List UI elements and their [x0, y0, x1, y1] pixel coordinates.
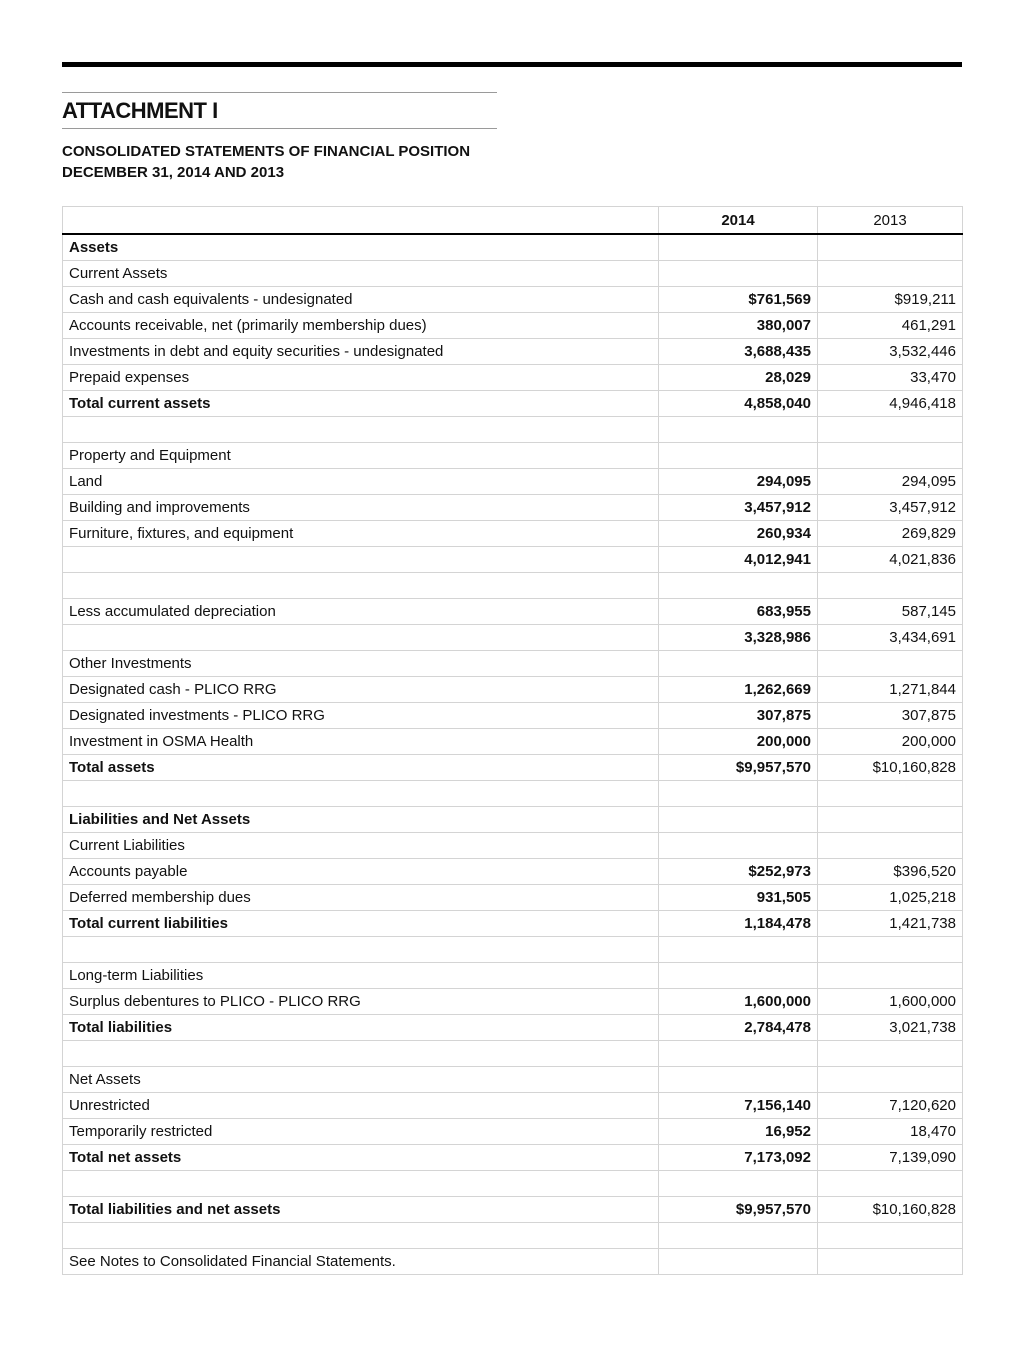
table-row	[63, 287, 963, 313]
statement-subtitle	[62, 141, 470, 183]
table-row	[63, 261, 963, 287]
value-2014	[659, 651, 818, 677]
table-row	[63, 1041, 963, 1067]
table-row	[63, 963, 963, 989]
table-row	[63, 1197, 963, 1223]
row-label: Building and improvements	[63, 495, 659, 521]
subtitle-line-2: DECEMBER 31, 2014 AND 2013	[62, 164, 285, 181]
value-2014: 1,600,000	[659, 989, 818, 1015]
table-row	[63, 1249, 963, 1275]
row-label: Prepaid expenses	[63, 365, 659, 391]
row-label: Investments in debt and equity securities - undesignated	[63, 339, 659, 365]
value-2014: 1,262,669	[659, 677, 818, 703]
row-label: Accounts receivable, net (primarily membership dues)	[63, 313, 659, 339]
value-2013: 18,470	[818, 1119, 963, 1145]
value-2014: $761,569	[659, 287, 818, 313]
table-row	[63, 391, 963, 417]
table-row	[63, 599, 963, 625]
value-2013: 1,421,738	[818, 911, 963, 937]
footnote: See Notes to Consolidated Financial Statements.	[63, 1249, 659, 1275]
table-row	[63, 885, 963, 911]
value-2014: 7,156,140	[659, 1093, 818, 1119]
value-2014	[659, 443, 818, 469]
value-2013	[818, 937, 963, 963]
value-2014	[659, 573, 818, 599]
value-2014: 16,952	[659, 1119, 818, 1145]
table-row	[63, 833, 963, 859]
value-2014	[659, 781, 818, 807]
value-2013: $10,160,828	[818, 1197, 963, 1223]
row-label: Investment in OSMA Health	[63, 729, 659, 755]
title-rule-bottom	[62, 128, 497, 129]
value-2014: 4,012,941	[659, 547, 818, 573]
row-label: Land	[63, 469, 659, 495]
value-2013: 3,434,691	[818, 625, 963, 651]
value-2013: 461,291	[818, 313, 963, 339]
value-2014: 2,784,478	[659, 1015, 818, 1041]
column-header-2013: 2013	[818, 207, 963, 235]
value-2014: 260,934	[659, 521, 818, 547]
row-label: Total liabilities	[63, 1015, 659, 1041]
financial-position-table	[62, 206, 963, 1275]
table-row	[63, 859, 963, 885]
table-row	[63, 625, 963, 651]
row-label: Current Liabilities	[63, 833, 659, 859]
table-row	[63, 417, 963, 443]
table-row	[63, 1015, 963, 1041]
value-2014	[659, 963, 818, 989]
value-2013: $919,211	[818, 287, 963, 313]
value-2013	[818, 1249, 963, 1275]
row-label: Temporarily restricted	[63, 1119, 659, 1145]
value-2013: 4,946,418	[818, 391, 963, 417]
value-2013: 1,271,844	[818, 677, 963, 703]
table-row	[63, 1171, 963, 1197]
value-2014	[659, 937, 818, 963]
table-row	[63, 911, 963, 937]
table-row	[63, 1119, 963, 1145]
value-2013	[818, 833, 963, 859]
value-2013: $396,520	[818, 859, 963, 885]
value-2014: $9,957,570	[659, 1197, 818, 1223]
title-rule-top	[62, 92, 497, 93]
column-header-2014: 2014	[659, 207, 818, 235]
row-label: Cash and cash equivalents - undesignated	[63, 287, 659, 313]
value-2013: 307,875	[818, 703, 963, 729]
value-2013: 200,000	[818, 729, 963, 755]
value-2013	[818, 573, 963, 599]
row-label: Deferred membership dues	[63, 885, 659, 911]
table-row	[63, 677, 963, 703]
row-label: Current Assets	[63, 261, 659, 287]
value-2014: $9,957,570	[659, 755, 818, 781]
table-row	[63, 989, 963, 1015]
table-row	[63, 755, 963, 781]
row-label	[63, 1223, 659, 1249]
value-2013: 294,095	[818, 469, 963, 495]
row-label: Less accumulated depreciation	[63, 599, 659, 625]
row-label: Total current assets	[63, 391, 659, 417]
header-label-cell	[63, 207, 659, 235]
table-row	[63, 339, 963, 365]
value-2014	[659, 1067, 818, 1093]
value-2014: 683,955	[659, 599, 818, 625]
value-2013	[818, 443, 963, 469]
value-2013	[818, 807, 963, 833]
value-2014	[659, 807, 818, 833]
value-2014	[659, 1249, 818, 1275]
value-2013	[818, 1223, 963, 1249]
value-2013: 7,139,090	[818, 1145, 963, 1171]
table-row	[63, 651, 963, 677]
value-2013: 1,600,000	[818, 989, 963, 1015]
table-row	[63, 937, 963, 963]
value-2014	[659, 417, 818, 443]
row-label: Assets	[63, 234, 659, 261]
row-label: Total net assets	[63, 1145, 659, 1171]
row-label	[63, 1041, 659, 1067]
value-2014: 200,000	[659, 729, 818, 755]
value-2013: 7,120,620	[818, 1093, 963, 1119]
table-row	[63, 807, 963, 833]
table-row	[63, 313, 963, 339]
subtitle-line-1: CONSOLIDATED STATEMENTS OF FINANCIAL POSITION	[62, 143, 471, 160]
row-label: Other Investments	[63, 651, 659, 677]
value-2013	[818, 417, 963, 443]
value-2014: 380,007	[659, 313, 818, 339]
value-2014	[659, 1223, 818, 1249]
value-2013: 3,457,912	[818, 495, 963, 521]
table-row	[63, 1093, 963, 1119]
value-2014: 3,457,912	[659, 495, 818, 521]
value-2013: $10,160,828	[818, 755, 963, 781]
value-2013: 4,021,836	[818, 547, 963, 573]
row-label	[63, 937, 659, 963]
row-label	[63, 1171, 659, 1197]
row-label	[63, 547, 659, 573]
value-2013	[818, 1171, 963, 1197]
value-2013: 1,025,218	[818, 885, 963, 911]
value-2014	[659, 1041, 818, 1067]
row-label: Total assets	[63, 755, 659, 781]
value-2013: 33,470	[818, 365, 963, 391]
table-header-row	[63, 207, 963, 235]
row-label: Total current liabilities	[63, 911, 659, 937]
table-row	[63, 1145, 963, 1171]
value-2013	[818, 1041, 963, 1067]
table-row	[63, 573, 963, 599]
table-row	[63, 1223, 963, 1249]
table-row	[63, 547, 963, 573]
row-label: Total liabilities and net assets	[63, 1197, 659, 1223]
table-row	[63, 1067, 963, 1093]
value-2014	[659, 1171, 818, 1197]
value-2014: 4,858,040	[659, 391, 818, 417]
row-label: Accounts payable	[63, 859, 659, 885]
table-row	[63, 521, 963, 547]
value-2013: 3,021,738	[818, 1015, 963, 1041]
top-rule	[62, 62, 962, 67]
value-2013	[818, 781, 963, 807]
row-label: Surplus debentures to PLICO - PLICO RRG	[63, 989, 659, 1015]
row-label: Property and Equipment	[63, 443, 659, 469]
value-2014: 294,095	[659, 469, 818, 495]
table-row	[63, 495, 963, 521]
value-2014: 931,505	[659, 885, 818, 911]
row-label: Furniture, fixtures, and equipment	[63, 521, 659, 547]
row-label: Designated cash - PLICO RRG	[63, 677, 659, 703]
value-2014: 1,184,478	[659, 911, 818, 937]
row-label	[63, 573, 659, 599]
row-label	[63, 417, 659, 443]
row-label: Long-term Liabilities	[63, 963, 659, 989]
table-row	[63, 469, 963, 495]
value-2013	[818, 234, 963, 261]
value-2013	[818, 1067, 963, 1093]
value-2014: 7,173,092	[659, 1145, 818, 1171]
value-2013: 587,145	[818, 599, 963, 625]
table-row	[63, 781, 963, 807]
row-label: Liabilities and Net Assets	[63, 807, 659, 833]
table-row	[63, 234, 963, 261]
value-2014: 307,875	[659, 703, 818, 729]
value-2013: 3,532,446	[818, 339, 963, 365]
table-row	[63, 729, 963, 755]
value-2014: $252,973	[659, 859, 818, 885]
value-2014: 3,328,986	[659, 625, 818, 651]
row-label: Unrestricted	[63, 1093, 659, 1119]
value-2013	[818, 963, 963, 989]
value-2014	[659, 234, 818, 261]
value-2014: 28,029	[659, 365, 818, 391]
value-2013: 269,829	[818, 521, 963, 547]
table-row	[63, 365, 963, 391]
row-label	[63, 625, 659, 651]
table-row	[63, 703, 963, 729]
row-label: Designated investments - PLICO RRG	[63, 703, 659, 729]
value-2014	[659, 261, 818, 287]
table-row	[63, 443, 963, 469]
value-2013	[818, 261, 963, 287]
row-label: Net Assets	[63, 1067, 659, 1093]
value-2013	[818, 651, 963, 677]
page-title: ATTACHMENT I	[62, 98, 218, 123]
value-2014	[659, 833, 818, 859]
row-label	[63, 781, 659, 807]
value-2014: 3,688,435	[659, 339, 818, 365]
